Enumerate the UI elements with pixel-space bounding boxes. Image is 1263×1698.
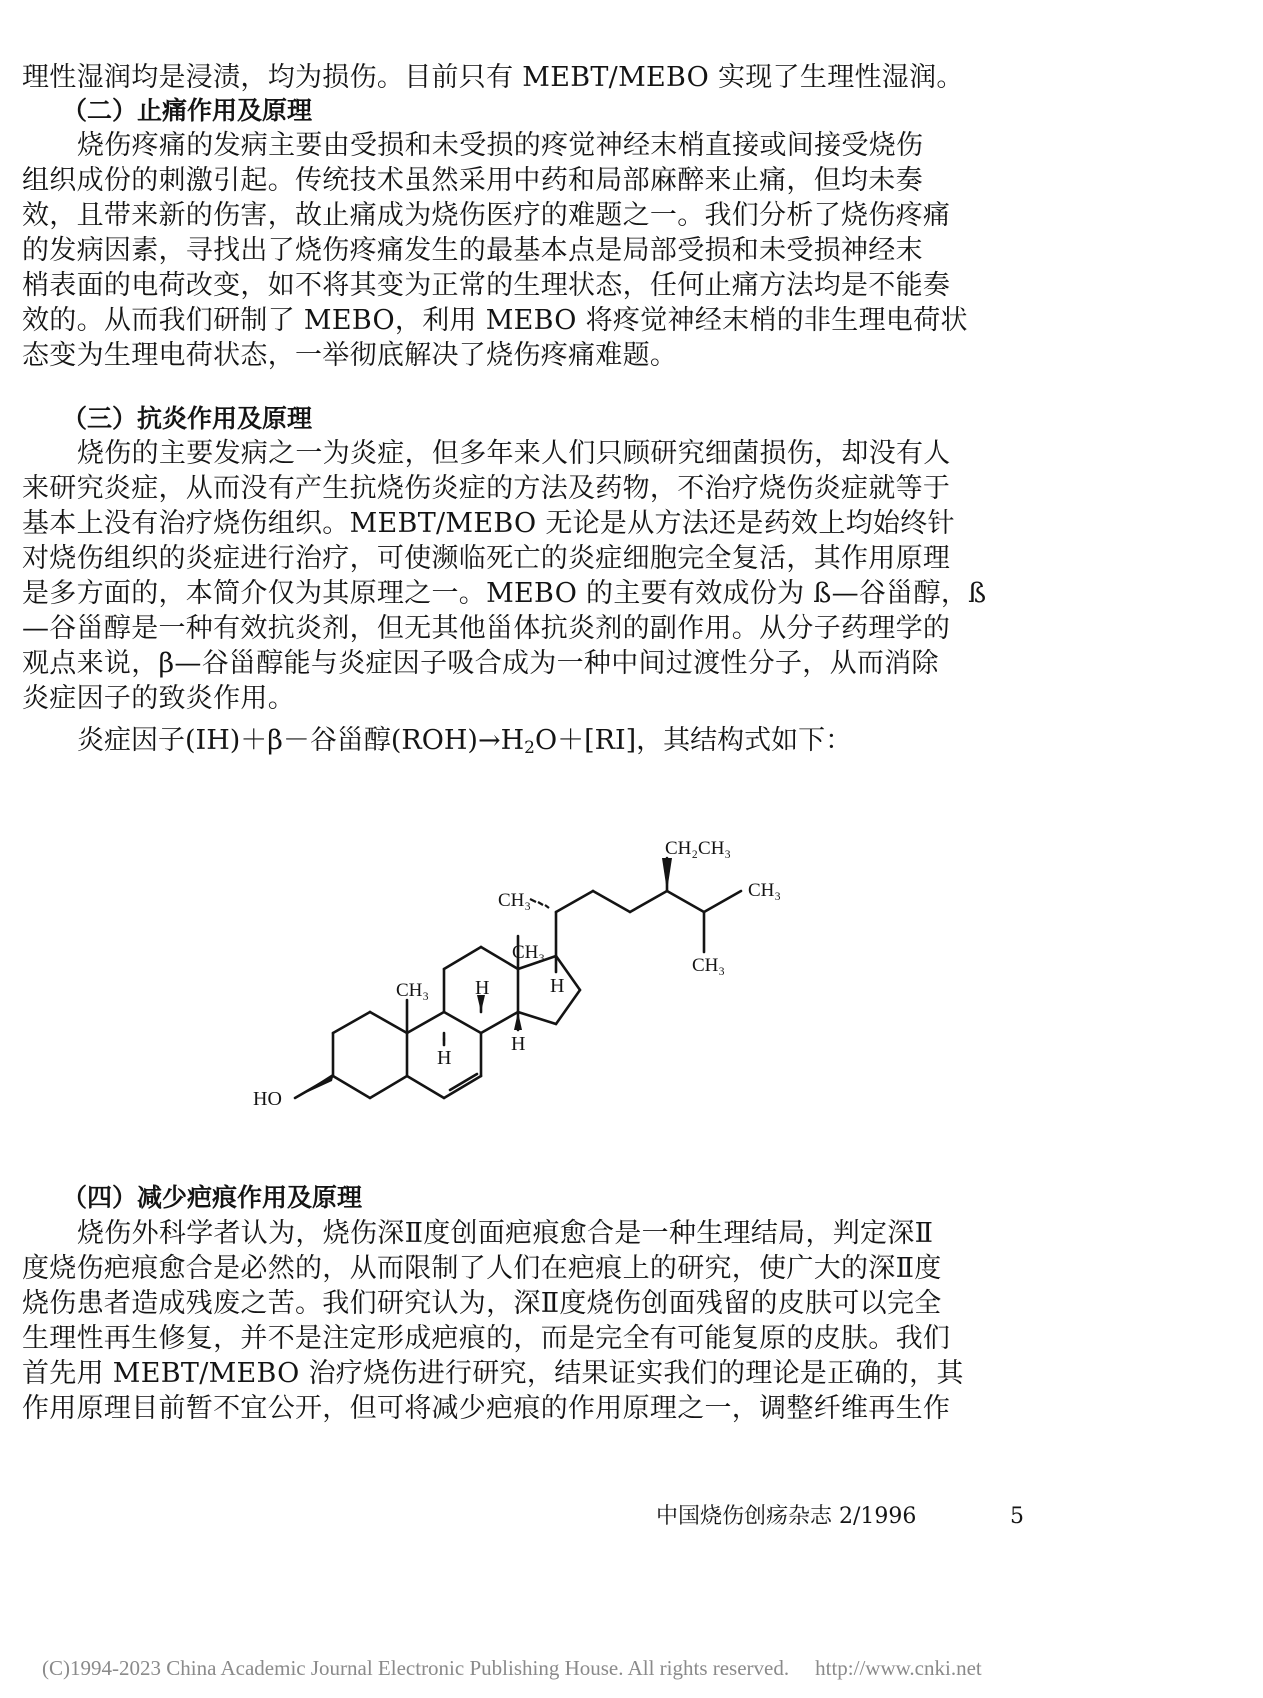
text-line: 梢表面的电荷改变，如不将其变为正常的生理状态，任何止痛方法均是不能奏 (22, 270, 951, 301)
formula-part: 炎症因子(IH)＋β－谷甾醇(ROH)→H (77, 725, 525, 756)
hash-bond (538, 902, 543, 905)
text-line: 来研究炎症，从而没有产生抗烧伤炎症的方法及药物，不治疗烧伤炎症就等于 (22, 473, 951, 504)
bond (333, 1012, 370, 1033)
label-c19-methyl: CH₃ (396, 980, 430, 1001)
wedge-bond (662, 858, 672, 891)
text-line: 效的。从而我们研制了 MEBO，利用 MEBO 将疼觉神经末梢的非生理电荷状 (22, 305, 968, 336)
label-c18-methyl: CH₃ (512, 942, 546, 963)
section-heading-scar: （四）减少疤痕作用及原理 (62, 1183, 363, 1212)
text-line: 基本上没有治疗烧伤组织。MEBT/MEBO 无论是从方法还是药效上均始终针 (22, 508, 955, 539)
text-line: 生理性再生修复，并不是注定形成疤痕的，而是完全有可能复原的皮肤。我们 (22, 1323, 951, 1354)
bond (481, 1012, 518, 1033)
section-heading-anti-inflammatory: （三）抗炎作用及原理 (62, 404, 313, 433)
text-line: —谷甾醇是一种有效抗炎剂，但无其他甾体抗炎剂的副作用。从分子药理学的 (22, 613, 951, 644)
label-isopropyl-methyl: CH₃ (748, 880, 782, 901)
bond (407, 1012, 444, 1033)
text-line: 度烧伤疤痕愈合是必然的，从而限制了人们在疤痕上的研究，使广大的深Ⅱ度 (22, 1253, 942, 1284)
text-line: 首先用 MEBT/MEBO 治疗烧伤进行研究，结果证实我们的理论是正确的，其 (22, 1358, 964, 1389)
bond (370, 1076, 407, 1098)
label-h: H (511, 1033, 526, 1055)
running-footer-journal: 中国烧伤创疡杂志 2/1996 (656, 1504, 917, 1529)
text-line: 是多方面的，本简介仅为其原理之一。MEBO 的主要有效成份为 ß—谷甾醇，ß (22, 578, 987, 609)
bond (370, 1012, 407, 1033)
label-h: H (475, 977, 490, 999)
bond (556, 891, 593, 912)
text-line: 效，且带来新的伤害，故止痛成为烧伤医疗的难题之一。我们分析了烧伤疼痛 (22, 200, 951, 231)
wedge-bond (295, 1073, 334, 1098)
bond (630, 891, 667, 912)
bond (593, 891, 630, 912)
text-line: 的发病因素，寻找出了烧伤疼痛发生的最基本点是局部受损和未受损神经末 (22, 235, 923, 266)
text-line: 作用原理目前暂不宜公开，但可将减少疤痕的作用原理之一，调整纤维再生作 (22, 1393, 951, 1424)
text-line: 观点来说，β—谷甾醇能与炎症因子吸合成为一种中间过渡性分子，从而消除 (22, 648, 939, 679)
page-number: 5 (1010, 1504, 1024, 1529)
text-line: 烧伤外科学者认为，烧伤深Ⅱ度创面疤痕愈合是一种生理结局，判定深Ⅱ (77, 1218, 934, 1249)
bond (444, 1076, 481, 1098)
label-isopropyl-methyl: CH₃ (692, 955, 726, 976)
beta-sitosterol-structure (195, 825, 782, 1125)
text-line: 烧伤疼痛的发病主要由受损和未受损的疼觉神经末梢直接或间接受烧伤 (77, 130, 924, 161)
section-heading-analgesic: （二）止痛作用及原理 (62, 96, 313, 125)
bond (518, 1012, 556, 1024)
bond (333, 1076, 370, 1098)
bond (444, 947, 481, 969)
copyright-url: http://www.cnki.net (815, 1656, 982, 1680)
copyright-notice (42, 1654, 982, 1682)
text-line: 理性湿润均是浸渍，均为损伤。目前只有 MEBT/MEBO 实现了生理性湿润。 (22, 62, 964, 93)
label-side-methyl: CH₃ (498, 890, 532, 911)
bond (407, 1076, 444, 1098)
text-line: 烧伤的主要发病之一为炎症，但多年来人们只顾研究细菌损伤，却没有人 (77, 438, 951, 469)
bond (667, 891, 704, 912)
label-h: H (437, 1047, 452, 1069)
text-line: 烧伤患者造成残废之苦。我们研究认为，深Ⅱ度烧伤创面残留的皮肤可以完全 (22, 1288, 942, 1319)
reaction-formula (77, 723, 852, 759)
label-hydroxyl: HO (253, 1088, 282, 1110)
bond (444, 1012, 481, 1033)
label-ethyl: CH₂CH₃ (665, 838, 732, 859)
text-line: 态变为生理电荷状态，一举彻底解决了烧伤疼痛难题。 (22, 340, 678, 371)
copyright-text: (C)1994-2023 China Academic Journal Electronic Publishing House. All rights reserved. (42, 1656, 790, 1680)
label-h: H (550, 975, 565, 997)
text-line: 对烧伤组织的炎症进行治疗，可使濒临死亡的炎症细胞完全复活，其作用原理 (22, 543, 951, 574)
text-line: 组织成份的刺激引起。传统技术虽然采用中药和局部麻醉来止痛，但均未奏 (22, 165, 923, 196)
formula-subscript: 2 (524, 738, 535, 758)
formula-part: O＋[RI]，其结构式如下： (534, 725, 853, 756)
text-line: 炎症因子的致炎作用。 (22, 683, 295, 714)
hash-bond (545, 905, 549, 908)
bond (704, 891, 741, 912)
